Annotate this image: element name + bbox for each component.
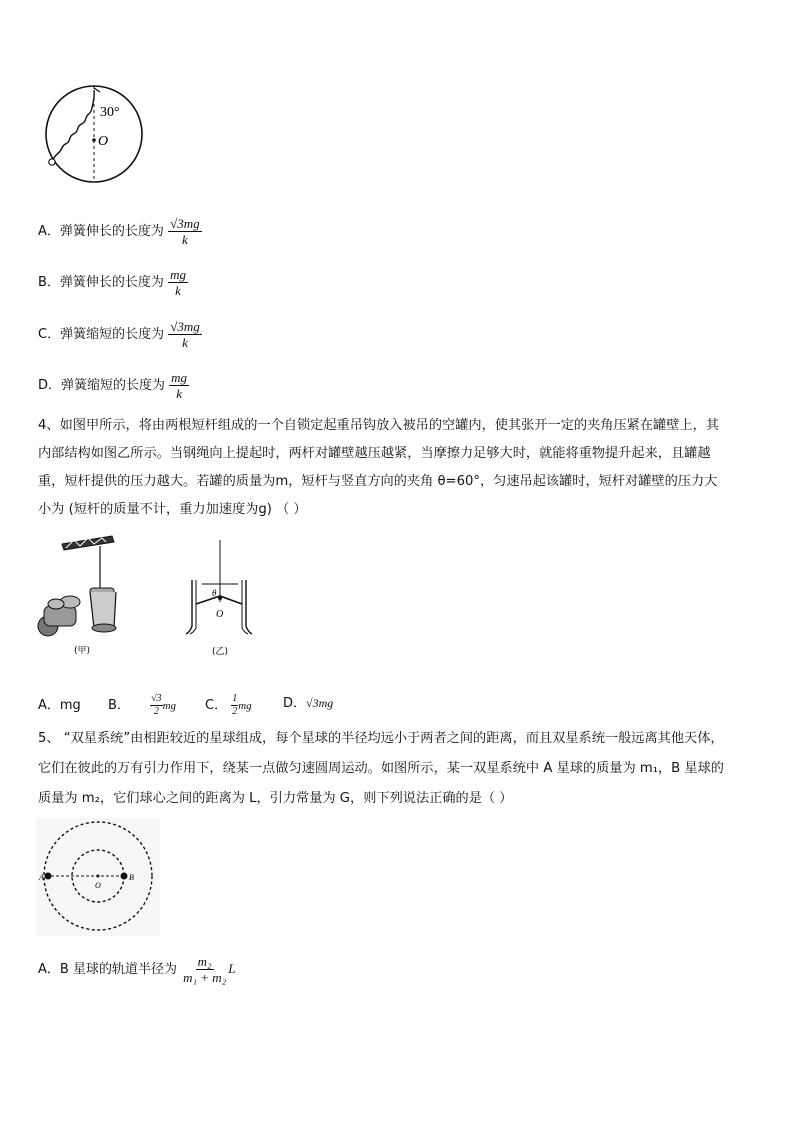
theta-label: θ (212, 588, 217, 598)
fraction: $\frac{√3mg}{k}$ (170, 319, 200, 350)
center-label-o: O (98, 134, 109, 149)
q4-option-b: B． $\frac{√3}{2}$ mg (108, 693, 177, 717)
crane-figure (34, 532, 146, 660)
q3-option-d: D．弹簧缩短的长度为 $\frac{mg}{k}$ (38, 370, 188, 401)
fraction: $\frac{√3mg}{k}$ (170, 216, 200, 247)
star-b-label: B (129, 873, 134, 882)
figure-label-left: (甲) (74, 646, 91, 656)
question-5-text: 5、 “双星系统”由相距较近的星球组成，每个星球的半径均远小于两者之间的距离，而且双星系统一般远离其他天体， 它们在彼此的万有引力作用下，绕某一点做匀速圆周运动。如图所示，某一双星系统中 A 星球的质量为 m₁，B 星球的 质量为 m₂，它们球心之间的距离为 L，引力常量为 G，则下列说法正确的是（ ） (38, 731, 724, 806)
question-4-text: 4、如图甲所示，将由两根短杆组成的一个自锁定起重吊钩放入被吊的空罐内，使其张开一定的夹角压紧在罐壁上，其 内部结构如图乙所示。当钢绳向上提起时，两杆对罐壁越压越紧，当摩擦力足够大时，就能将重物提升起来，且罐越 重，短杆提供的压力越大。若罐的质量为m，短杆与竖直方向的夹角 θ=60°，匀速吊起该罐时，短杆对罐壁的压力大 小为 (短杆的质量不计，重力加速度为g) （ ） (38, 418, 719, 517)
q3-option-a: A．弹簧伸长的长度为 $\frac{√3mg}{k}$ (38, 216, 200, 247)
q4-option-d: D．√3mg (283, 696, 334, 711)
q3-option-b: B．弹簧伸长的长度为 $\frac{mg}{k}$ (38, 267, 186, 298)
fraction: $\frac{√3}{2}$ (151, 693, 162, 717)
q4-option-a: A．mg (38, 698, 81, 713)
spring-circle-figure (40, 82, 150, 190)
hook-structure-figure (180, 540, 260, 660)
binary-star-figure (36, 818, 160, 936)
angle-label: 30° (100, 105, 120, 120)
center-label: O (95, 881, 101, 890)
fraction: $\frac{1}{2}$ (232, 693, 238, 717)
q4-option-c: C． $\frac{1}{2}$ mg (205, 693, 252, 717)
fraction: $\frac{mg}{k}$ (171, 370, 188, 401)
o-label: O (216, 609, 224, 620)
star-a-label: A (39, 873, 44, 882)
fraction: $\frac{mg}{k}$ (170, 267, 186, 298)
q5-option-a: A．B 星球的轨道半径为 $\frac{\text{m₂}}{\text{m₁ + m₂}}$ L (38, 954, 236, 985)
q3-option-c: C．弹簧缩短的长度为 $\frac{√3mg}{k}$ (38, 319, 200, 350)
fraction: $\frac{\text{m₂}}{\text{m₁ + m₂}}$ (183, 954, 227, 985)
figure-label-right: (乙) (212, 647, 229, 657)
